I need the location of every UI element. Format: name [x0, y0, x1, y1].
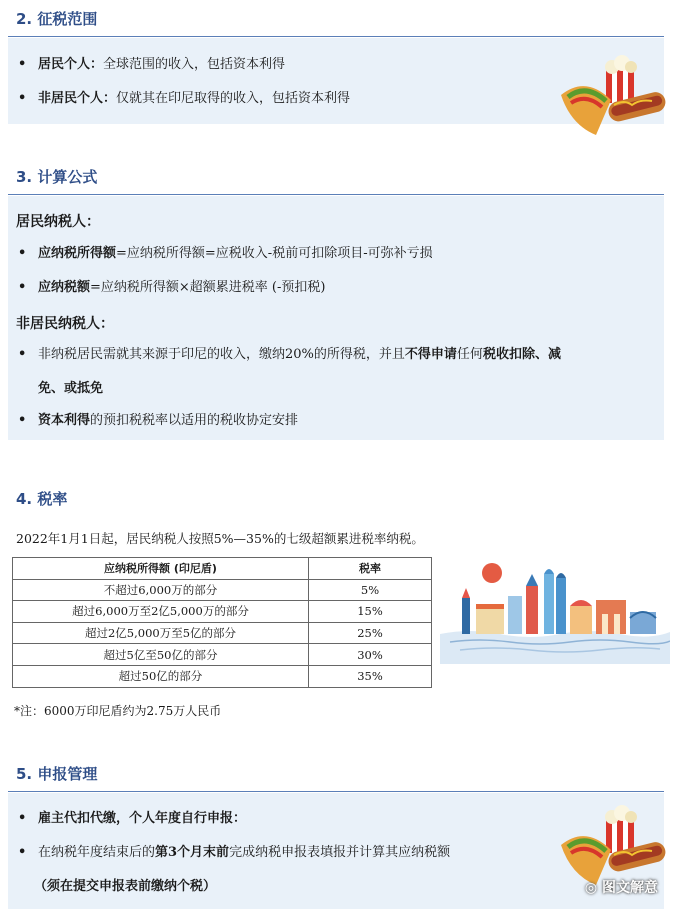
- wechat-icon: ◎: [584, 880, 602, 896]
- scope-nonresident-item: • 非居民个人：仅就其在印尼取得的收入，包括资本利得: [18, 91, 351, 106]
- formula-taxable-income: • 应纳税所得额=应纳税所得额=应税收入-税前可扣除项目-可弥补亏损: [18, 246, 433, 261]
- capital-gains-item: • 资本利得的预扣税税率以适用的税收协定安排: [18, 413, 299, 428]
- food-illustration: [556, 55, 668, 140]
- nonresident-rule-item: • 非纳税居民需就其来源于印尼的收入，缴纳20%的所得税，并且不得申请任何税收扣除、减: [18, 347, 561, 362]
- exchange-rate-note: *注：6000万印尼盾约为2.75万人民币: [14, 704, 222, 718]
- tax-rate: 5%: [309, 579, 432, 601]
- income-bracket: 超过6,000万至2亿5,000万的部分: [13, 601, 309, 623]
- tax-rate-table: [12, 557, 432, 688]
- tax-rate-intro: 2022年1月1日起，居民纳税人按照5%—35%的七级超额累进税率纳税。: [16, 531, 424, 546]
- income-bracket: 超过50亿的部分: [13, 665, 309, 687]
- section-5-heading: 5. 申报管理: [16, 765, 98, 783]
- table-row: [13, 601, 432, 623]
- wechat-watermark: ◎ 图文解意: [584, 880, 658, 896]
- nonresident-taxpayer-label: 非居民纳税人：: [16, 316, 114, 332]
- section-3-heading: 3. 计算公式: [16, 168, 98, 186]
- section-2-heading: 2. 征税范围: [16, 10, 98, 28]
- section-4-heading: 4. 税率: [16, 490, 68, 508]
- table-row: [13, 644, 432, 666]
- income-bracket: 不超过6,000万的部分: [13, 579, 309, 601]
- tax-rate: 25%: [309, 622, 432, 644]
- scope-resident-item: • 居民个人：全球范围的收入，包括资本利得: [18, 57, 286, 72]
- tax-rate: 35%: [309, 665, 432, 687]
- formula-tax-payable: • 应纳税额=应纳税所得额×超额累进税率 (-预扣税): [18, 280, 326, 295]
- section-divider: [8, 36, 664, 37]
- tax-rate: 15%: [309, 601, 432, 623]
- section-divider: [8, 791, 664, 792]
- income-bracket: 超过5亿至50亿的部分: [13, 644, 309, 666]
- filing-method-item: • 雇主代扣代缴，个人年度自行申报：: [18, 811, 247, 826]
- table-header-income: 应纳税所得额 (印尼盾): [13, 558, 309, 580]
- table-header-rate: 税率: [309, 558, 432, 580]
- prepayment-note: （须在提交申报表前缴纳个税）: [34, 879, 217, 894]
- tax-rate: 30%: [309, 644, 432, 666]
- table-row: [13, 622, 432, 644]
- resident-taxpayer-label: 居民纳税人：: [16, 214, 100, 230]
- nonresident-rule-item-cont: 免、或抵免: [38, 381, 104, 396]
- filing-deadline-item: • 在纳税年度结束后的第3个月末前完成纳税申报表填报并计算其应纳税额: [18, 845, 451, 860]
- city-skyline-illustration: [440, 556, 670, 664]
- table-row: [13, 579, 432, 601]
- table-row: [13, 665, 432, 687]
- income-bracket: 超过2亿5,000万至5亿的部分: [13, 622, 309, 644]
- table-header-row: [13, 558, 432, 580]
- section-divider: [8, 194, 664, 195]
